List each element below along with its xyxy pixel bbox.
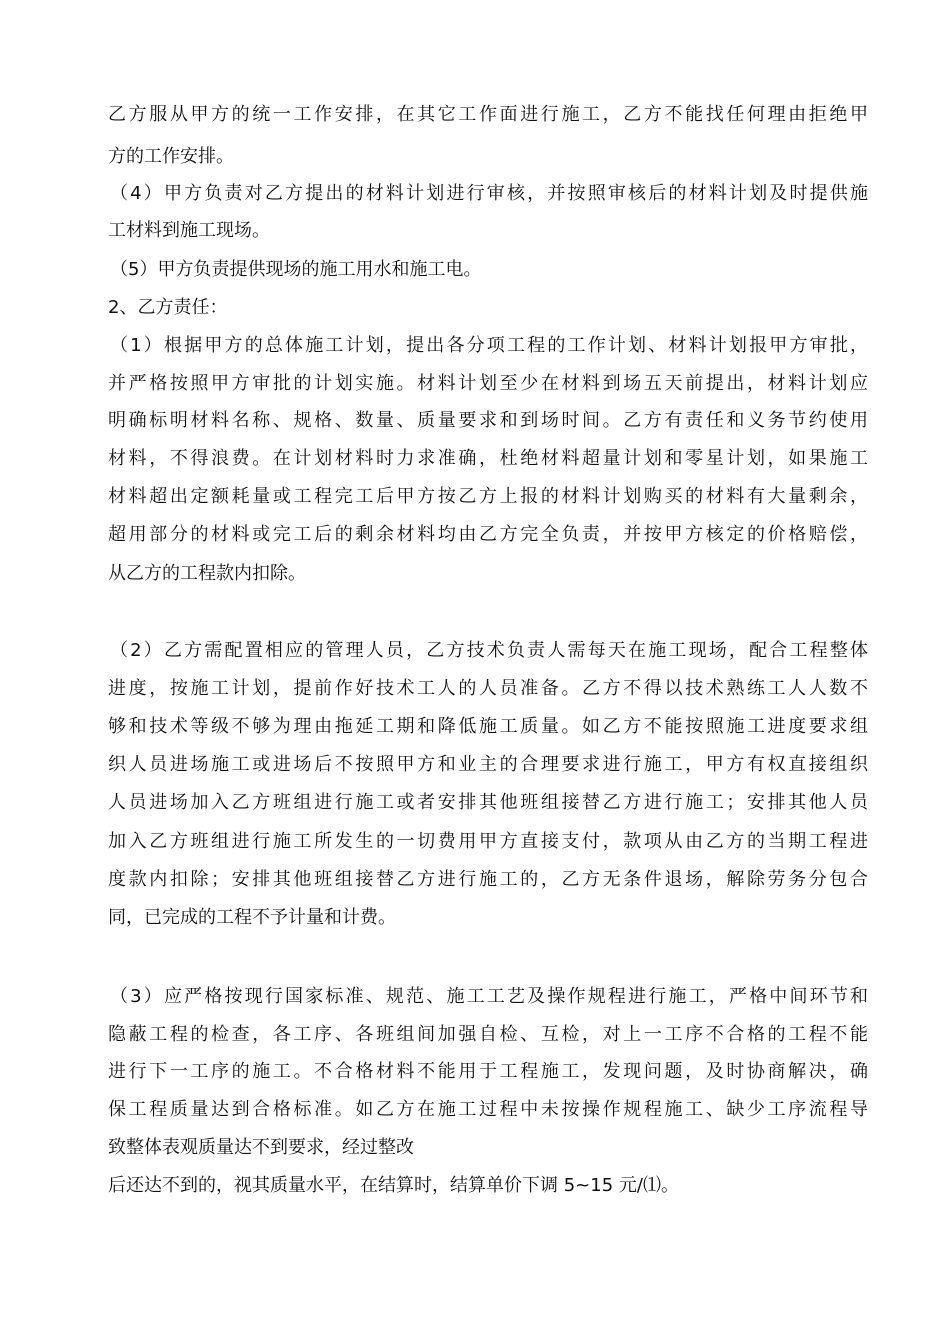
text-line: 进行下一工序的施工。不合格材料不能用于工程施工，发现问题，及时协商解决，确 — [108, 1061, 868, 1082]
text-line: （5）甲方负责提供现场的施工用水和施工电。 — [110, 259, 482, 280]
text-line: 人员进场加入乙方班组进行施工或者安排其他班组接替乙方进行施工；安排其他人员 — [108, 792, 868, 813]
text-line: 加入乙方班组进行施工所发生的一切费用甲方直接支付，款项从由乙方的当期工程进 — [108, 831, 868, 852]
text-line: 致整体表观质量达不到要求，经过整改 — [108, 1137, 414, 1158]
text-line: 织人员进场施工或进场后不按照甲方和业主的合理要求进行施工，甲方有权直接组织 — [108, 754, 868, 775]
text-line: 够和技术等级不够为理由拖延工期和降低施工质量。如乙方不能按照施工进度要求组 — [108, 716, 868, 737]
text-line: 保工程质量达到合格标准。如乙方在施工过程中未按操作规程施工、缺少工序流程导 — [108, 1099, 868, 1120]
text-line: 材料超出定额耗量或工程完工后甲方按乙方上报的材料计划购买的材料有大量剩余， — [108, 486, 868, 507]
text-line: （3）应严格按现行国家标准、规范、施工工艺及操作规程进行施工，严格中间环节和 — [110, 986, 868, 1007]
section-heading: 2、乙方责任： — [108, 297, 228, 318]
text-line: 进度，按施工计划，提前作好技术工人的人员准备。乙方不得以技术熟练工人人数不 — [108, 678, 868, 699]
text-line: 工材料到施工现场。 — [108, 220, 270, 241]
text-line: 后还达不到的，视其质量水平，在结算时，结算单价下调 5~15 元/⑴。 — [108, 1175, 679, 1196]
text-line: （1）根据甲方的总体施工计划，提出各分项工程的工作计划、材料计划报甲方审批， — [110, 335, 868, 356]
text-line: （4）甲方负责对乙方提出的材料计划进行审核，并按照审核后的材料计划及时提供施 — [110, 183, 868, 204]
text-line: 超用部分的材料或完工后的剩余材料均由乙方完全负责，并按甲方核定的价格赔偿， — [108, 524, 868, 545]
text-line: 方的工作安排。 — [108, 146, 234, 167]
text-line: （2）乙方需配置相应的管理人员，乙方技术负责人需每天在施工现场，配合工程整体 — [110, 640, 868, 661]
text-line: 乙方服从甲方的统一工作安排，在其它工作面进行施工，乙方不能找任何理由拒绝甲 — [108, 104, 868, 125]
text-line: 隐蔽工程的检查，各工序、各班组间加强自检、互检，对上一工序不合格的工程不能 — [108, 1024, 868, 1045]
text-line: 并严格按照甲方审批的计划实施。材料计划至少在材料到场五天前提出，材料计划应 — [108, 373, 868, 394]
text-line: 同，已完成的工程不予计量和计费。 — [108, 907, 396, 928]
text-line: 材料，不得浪费。在计划材料时力求准确，杜绝材料超量计划和零星计划，如果施工 — [108, 448, 868, 469]
text-line: 明确标明材料名称、规格、数量、质量要求和到场时间。乙方有责任和义务节约使用 — [108, 410, 868, 431]
text-line: 度款内扣除；安排其他班组接替乙方进行施工的，乙方无条件退场，解除劳务分包合 — [108, 869, 868, 890]
text-line: 从乙方的工程款内扣除。 — [108, 563, 306, 584]
